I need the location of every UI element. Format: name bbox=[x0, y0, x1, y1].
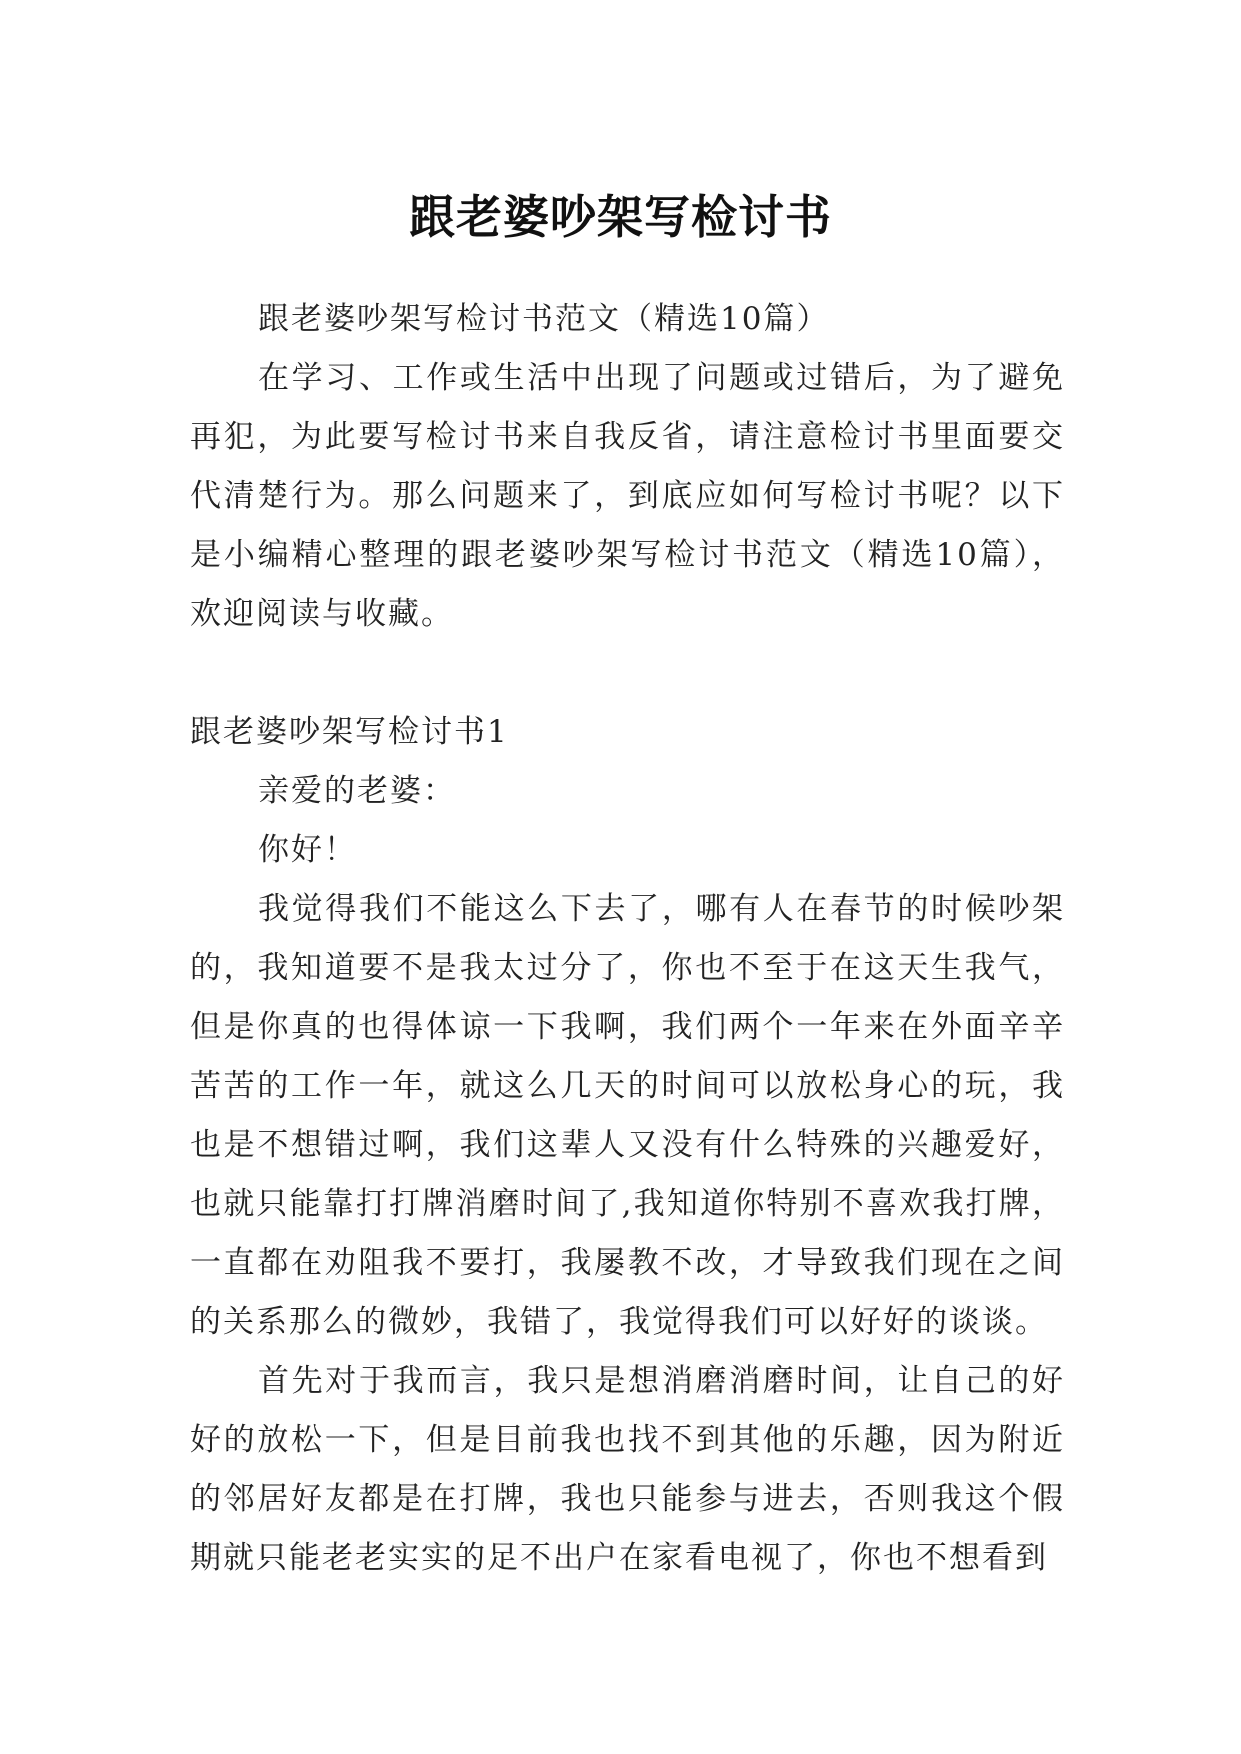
paragraph: 我觉得我们不能这么下去了，哪有人在春节的时候吵架的，我知道要不是我太过分了，你也不至于在这天生我气，但是你真的也得体谅一下我啊，我们两个一年来在外面辛辛苦苦的工作一年，就这么几天的时间可以放松身心的玩，我也是不想错过啊，我们这辈人又没有什么特殊的兴趣爱好，也就只能靠打打牌消磨时间了,我知道你特别不喜欢我打牌，一直都在劝阻我不要打，我屡教不改，才导致我们现在之间的关系那么的微妙，我错了，我觉得我们可以好好的谈谈。 bbox=[190, 891, 1065, 1340]
paragraph: 在学习、工作或生活中出现了问题或过错后，为了避免再犯，为此要写检讨书来自我反省，请注意检讨书里面要交代清楚行为。那么问题来了，到底应如何写检讨书呢？以下是小编精心整理的跟老婆吵架写检讨书范文（精选10篇），欢迎阅读与收藏。 bbox=[190, 360, 1065, 632]
document-body bbox=[190, 290, 1065, 1588]
document-title: 跟老婆吵架写检讨书 bbox=[409, 189, 832, 244]
paragraph: 亲爱的老婆： bbox=[258, 773, 456, 809]
paragraph: 你好！ bbox=[258, 832, 357, 868]
paragraph: 跟老婆吵架写检讨书范文（精选10篇） bbox=[258, 301, 830, 337]
paragraph: 首先对于我而言，我只是想消磨消磨时间，让自己的好好的放松一下，但是目前我也找不到其他的乐趣，因为附近的邻居好友都是在打牌，我也只能参与进去，否则我这个假期就只能老老实实的足不出户在家看电视了，你也不想看到 bbox=[190, 1363, 1065, 1576]
paragraph: 跟老婆吵架写检讨书1 bbox=[190, 714, 509, 750]
paragraph-spacer bbox=[190, 644, 1065, 703]
